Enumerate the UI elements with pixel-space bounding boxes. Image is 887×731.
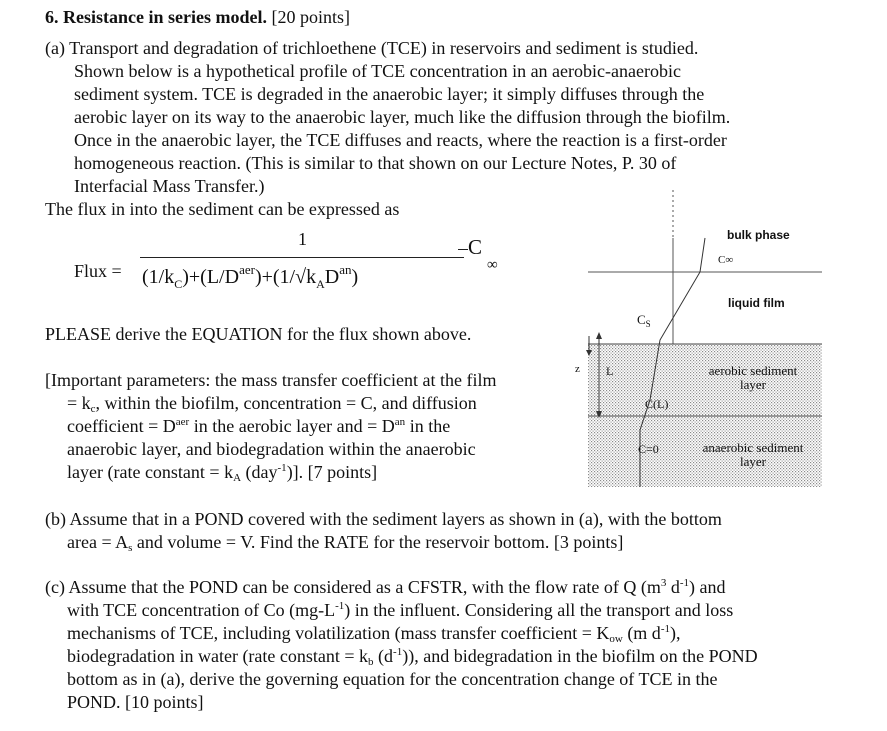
bulk-phase-label: bulk phase [727,228,790,242]
part-c-line-5: bottom as in (a), derive the governing equation for the concentration change of TCE in the [67,669,718,689]
part-c-line-4: biodegradation in water (rate constant = $k_b$ $(d^{-1})$), and bidegradation in the biofilm on the POND [67,646,758,668]
z-label: z [575,363,580,375]
formula-numerator: 1 [298,229,307,249]
aerobic-layer-label: aerobic sediment layer [708,363,798,392]
part-a-line-2: Shown below is a hypothetical profile of TCE concentration in an aerobic-anaerobic [74,61,681,81]
c0-label: C=0 [638,442,659,456]
liquid-film-label: liquid film [728,296,785,310]
part-b-line-1: (b) Assume that in a POND covered with the sediment layers as shown in (a), with the bottom [45,509,722,529]
depth-arrow-head-up [596,332,602,339]
flux-intro: The flux in into the sediment can be expressed as [45,199,400,219]
part-a-line-7: Interfacial Mass Transfer.) [74,176,265,196]
part-a-line-5: Once in the anaerobic layer, the TCE diffuses and reacts, where the reaction is a first-order [74,130,727,150]
part-a-line-3: sediment system. TCE is degraded in the anaerobic layer; it simply diffuses through the [74,84,705,104]
params-line-5: layer (rate constant = $k_A$ (day$^{-1}$)]. [7 points] [67,462,378,484]
params-line-4: anaerobic layer, and biodegradation within the anaerobic [67,439,476,459]
part-c-line-1: (c) Assume that the POND can be considered as a CFSTR, with the flow rate of Q ($m^3$ $d^{-1}$) and [45,577,726,597]
derive-instruction: PLEASE derive the EQUATION for the flux shown above. [45,324,472,344]
question-heading: Resistance in series model. [63,7,267,27]
part-a-label: (a) [45,38,65,58]
formula-lhs: Flux = [74,261,122,281]
question-number: 6. [45,7,59,27]
params-line-2: = $k_c$, within the biofilm, concentration = C, and diffusion [67,393,477,415]
params-line-1: [Important parameters: the mass transfer coefficient at the film [45,370,497,390]
formula-c-subscript: ∞ [487,257,498,273]
part-a-line-6: homogeneous reaction. (This is similar to that shown on our Lecture Notes, P. 30 of [74,153,677,173]
cs-label: $C_S$ [637,312,651,329]
part-c-line-6: POND. [10 points] [67,692,204,712]
formula-denominator: $(1/k_C)+(L/D^{aer})+(1/√k_AD^{an})$ [142,262,359,291]
question-points: [20 points] [271,7,350,27]
cl-label: C(L) [645,397,669,411]
part-a-text: Transport and degradation of trichloethene (TCE) in reservoirs and sediment is studied. [69,38,699,58]
c-infinity-label: C∞ [718,254,734,266]
anaerobic-layer-label: anaerobic sediment layer [702,440,804,469]
L-label: L [606,364,614,378]
part-b-line-2: area = $A_s$ and volume = V. Find the RATE for the reservoir bottom. [3 points] [67,532,624,554]
params-line-3: coefficient = $D^{aer}$ in the aerobic layer and = $D^{an}$ in the [67,416,451,436]
formula-c-symbol: C [468,235,483,259]
part-a-line-4: aerobic layer on its way to the anaerobic layer, much like the diffusion through the biofilm. [74,107,731,127]
part-c-line-2: with TCE concentration of Co $(mg-L^{-1})$ in the influent. Considering all the transport and loss [67,600,734,620]
part-c-line-3: mechanisms of TCE, including volatilization (mass transfer coefficient = $K_{ow}$ (m $d^{-1}$), [67,623,681,645]
